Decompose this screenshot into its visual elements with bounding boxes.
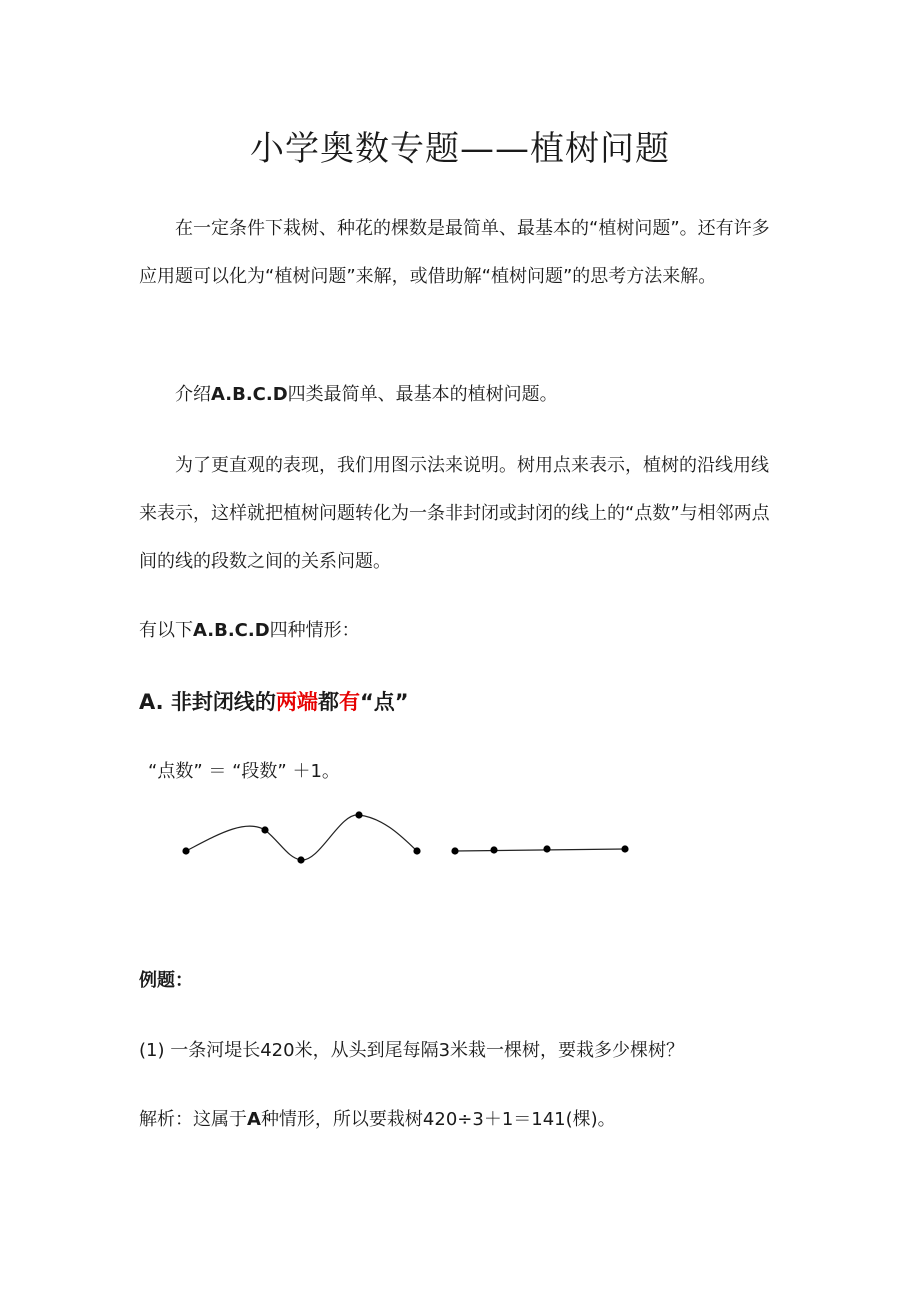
section-a-heading: [139, 684, 409, 720]
intro-paragraph: 在一定条件下栽树、种花的棵数是最简单、最基本的“植树问题”。还有许多应用题可以化为“植树问题”来解，或借助解“植树问题”的思考方法来解。: [139, 218, 770, 287]
curve-point: [413, 847, 420, 854]
section-a-part2: 都: [317, 690, 339, 714]
section-a-part3: “点”: [359, 690, 409, 714]
types-intro-prefix: 介绍: [175, 384, 211, 405]
cases-intro-letters: A.B.C.D: [193, 620, 270, 641]
answer-prefix: 解析：这属于: [139, 1109, 247, 1130]
section-a-highlight-ends: 两端: [275, 690, 318, 714]
answer-case-letter: A: [247, 1109, 261, 1130]
line-point: [621, 845, 628, 852]
straight-line: [455, 849, 625, 851]
cases-intro-paragraph: [139, 607, 775, 655]
cases-intro-suffix: 四种情形：: [269, 620, 360, 641]
types-intro-letters: A.B.C.D: [211, 384, 288, 405]
line-point: [543, 845, 550, 852]
answer-suffix: 种情形，所以要栽树420÷3＋1＝141(棵)。: [260, 1109, 616, 1130]
line-point: [490, 846, 497, 853]
example-question: (1) 一条河堤长420米，从头到尾每隔3米栽一棵树，要栽多少棵树？: [139, 1040, 685, 1061]
section-a-formula: “点数” ＝ “段数” ＋1。: [148, 761, 340, 782]
curve-point: [355, 811, 362, 818]
curve-point: [297, 856, 304, 863]
example-answer: [139, 1106, 616, 1134]
example-label: 例题：: [139, 970, 193, 991]
curved-line: [186, 815, 417, 860]
section-a-highlight-have: 有: [338, 690, 360, 714]
types-intro-suffix: 四类最简单、最基本的植树问题。: [287, 384, 558, 405]
line-point: [451, 847, 458, 854]
method-paragraph: 为了更直观的表现，我们用图示法来说明。树用点来表示，植树的沿线用线来表示，这样就把植树问题转化为一条非封闭或封闭的线上的“点数”与相邻两点间的线的段数之间的关系问题。: [139, 455, 770, 572]
section-a-part1: A. 非封闭线的: [139, 690, 276, 714]
curve-point: [182, 847, 189, 854]
curve-point: [261, 826, 268, 833]
cases-intro-prefix: 有以下: [139, 620, 193, 641]
page-title: 小学奥数专题——植树问题: [250, 129, 670, 169]
types-intro-paragraph: [139, 371, 775, 419]
